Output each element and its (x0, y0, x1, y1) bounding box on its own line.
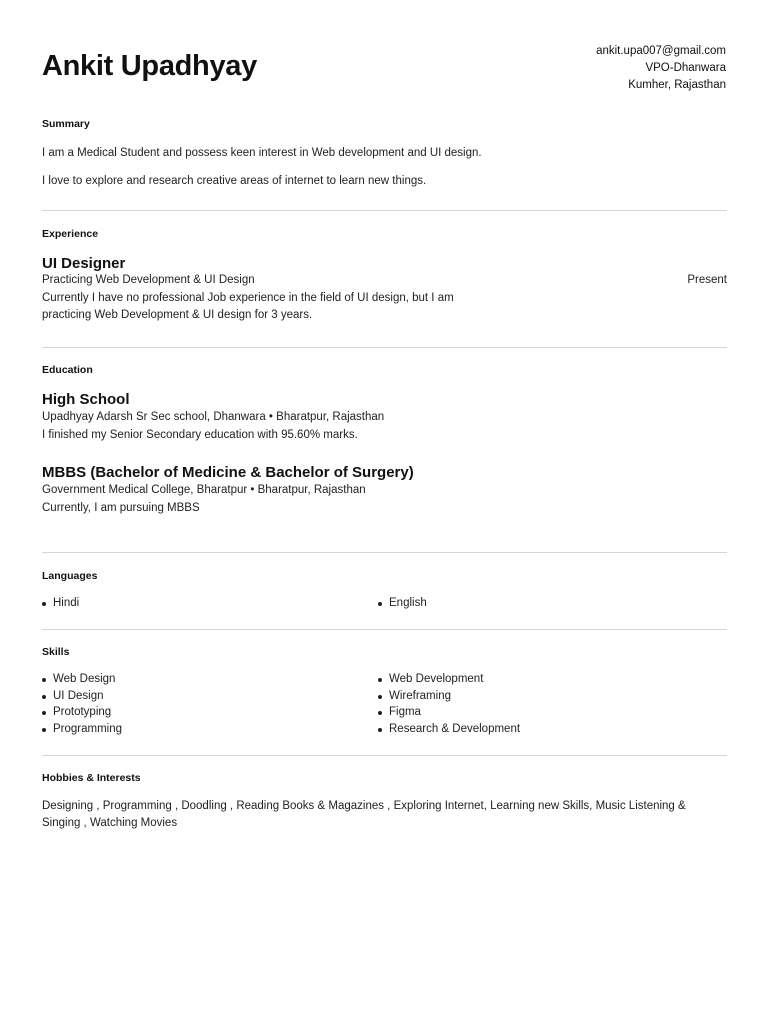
languages-column-left (42, 595, 378, 612)
hobbies-section (42, 772, 727, 832)
education-heading: Education (42, 364, 93, 376)
section-divider (42, 629, 727, 630)
bullet-icon (378, 602, 382, 606)
education-item (42, 391, 727, 444)
experience-subtitle: Practicing Web Development & UI Design (42, 274, 255, 286)
hobbies-heading: Hobbies & Interests (42, 772, 141, 784)
languages-column-right (378, 595, 714, 612)
skill-label: Wireframing (389, 689, 451, 702)
skills-column-right (378, 671, 714, 738)
skill-item (378, 688, 714, 705)
bullet-icon (378, 678, 382, 682)
education-title: High School (42, 391, 130, 408)
bullet-icon (42, 728, 46, 732)
experience-heading: Experience (42, 228, 99, 240)
skill-item (378, 671, 714, 688)
skill-label: UI Design (53, 689, 104, 702)
experience-section (42, 228, 727, 324)
languages-section (42, 570, 727, 612)
skills-list (42, 671, 727, 738)
contact-address-line1: VPO-Dhanwara (645, 62, 726, 74)
language-label: Hindi (53, 597, 80, 609)
section-divider (42, 552, 727, 553)
experience-description-line2: practicing Web Development & UI design for 3 years. (42, 309, 313, 321)
hobbies-line2: Singing , Watching Movies (42, 817, 178, 829)
skill-item (42, 704, 378, 721)
skill-label: Prototyping (53, 706, 112, 719)
education-institution: Upadhyay Adarsh Sr Sec school, Dhanwara • Bharatpur, Rajasthan (42, 411, 385, 423)
skill-item (42, 688, 378, 705)
experience-subtitle-row (42, 274, 727, 286)
skill-label: Web Development (389, 673, 484, 685)
skill-item (378, 721, 714, 738)
skill-item (42, 671, 378, 688)
contact-address-line2: Kumher, Rajasthan (628, 79, 726, 91)
bullet-icon (42, 678, 46, 682)
bullet-icon (42, 695, 46, 699)
bullet-icon (42, 602, 46, 606)
summary-heading: Summary (42, 118, 90, 130)
skill-label: Web Design (53, 673, 116, 685)
bullet-icon (378, 711, 382, 715)
summary-paragraph-2: I love to explore and research creative areas of internet to learn new things. (42, 175, 427, 187)
skills-heading: Skills (42, 646, 70, 658)
language-item (378, 595, 714, 612)
contact-email: ankit.upa007@gmail.com (596, 45, 726, 57)
summary-paragraph-1: I am a Medical Student and possess keen interest in Web development and UI design. (42, 147, 482, 159)
languages-heading: Languages (42, 570, 98, 582)
bullet-icon (378, 695, 382, 699)
summary-section (42, 118, 727, 190)
languages-list (42, 595, 727, 612)
language-item (42, 595, 378, 612)
skill-label: Programming (53, 723, 123, 736)
education-institution: Government Medical College, Bharatpur • Bharatpur, Rajasthan (42, 484, 366, 496)
language-label: English (389, 597, 427, 609)
education-section (42, 364, 727, 517)
education-title: MBBS (Bachelor of Medicine & Bachelor of Surgery) (42, 464, 414, 481)
skill-label: Figma (389, 706, 421, 719)
section-divider (42, 210, 727, 211)
experience-description-line1: Currently I have no professional Job experience in the field of UI design, but I am (42, 292, 454, 304)
candidate-name: Ankit Upadhyay (42, 50, 257, 82)
education-description: I finished my Senior Secondary education with 95.60% marks. (42, 429, 358, 441)
section-divider (42, 347, 727, 348)
bullet-icon (42, 711, 46, 715)
skill-item (378, 704, 714, 721)
bullet-icon (378, 728, 382, 732)
skills-section (42, 646, 727, 738)
education-description: Currently, I am pursuing MBBS (42, 502, 200, 514)
contact-block (596, 43, 726, 94)
experience-title: UI Designer (42, 255, 126, 272)
skill-label: Research & Development (389, 723, 521, 736)
skill-item (42, 721, 378, 738)
experience-item (42, 255, 727, 324)
hobbies-line1: Designing , Programming , Doodling , Reading Books & Magazines , Exploring Internet, Learning new Skills, Music Listening & (42, 800, 686, 812)
skills-column-left (42, 671, 378, 738)
section-divider (42, 755, 727, 756)
experience-period: Present (687, 274, 727, 286)
education-item (42, 464, 727, 517)
